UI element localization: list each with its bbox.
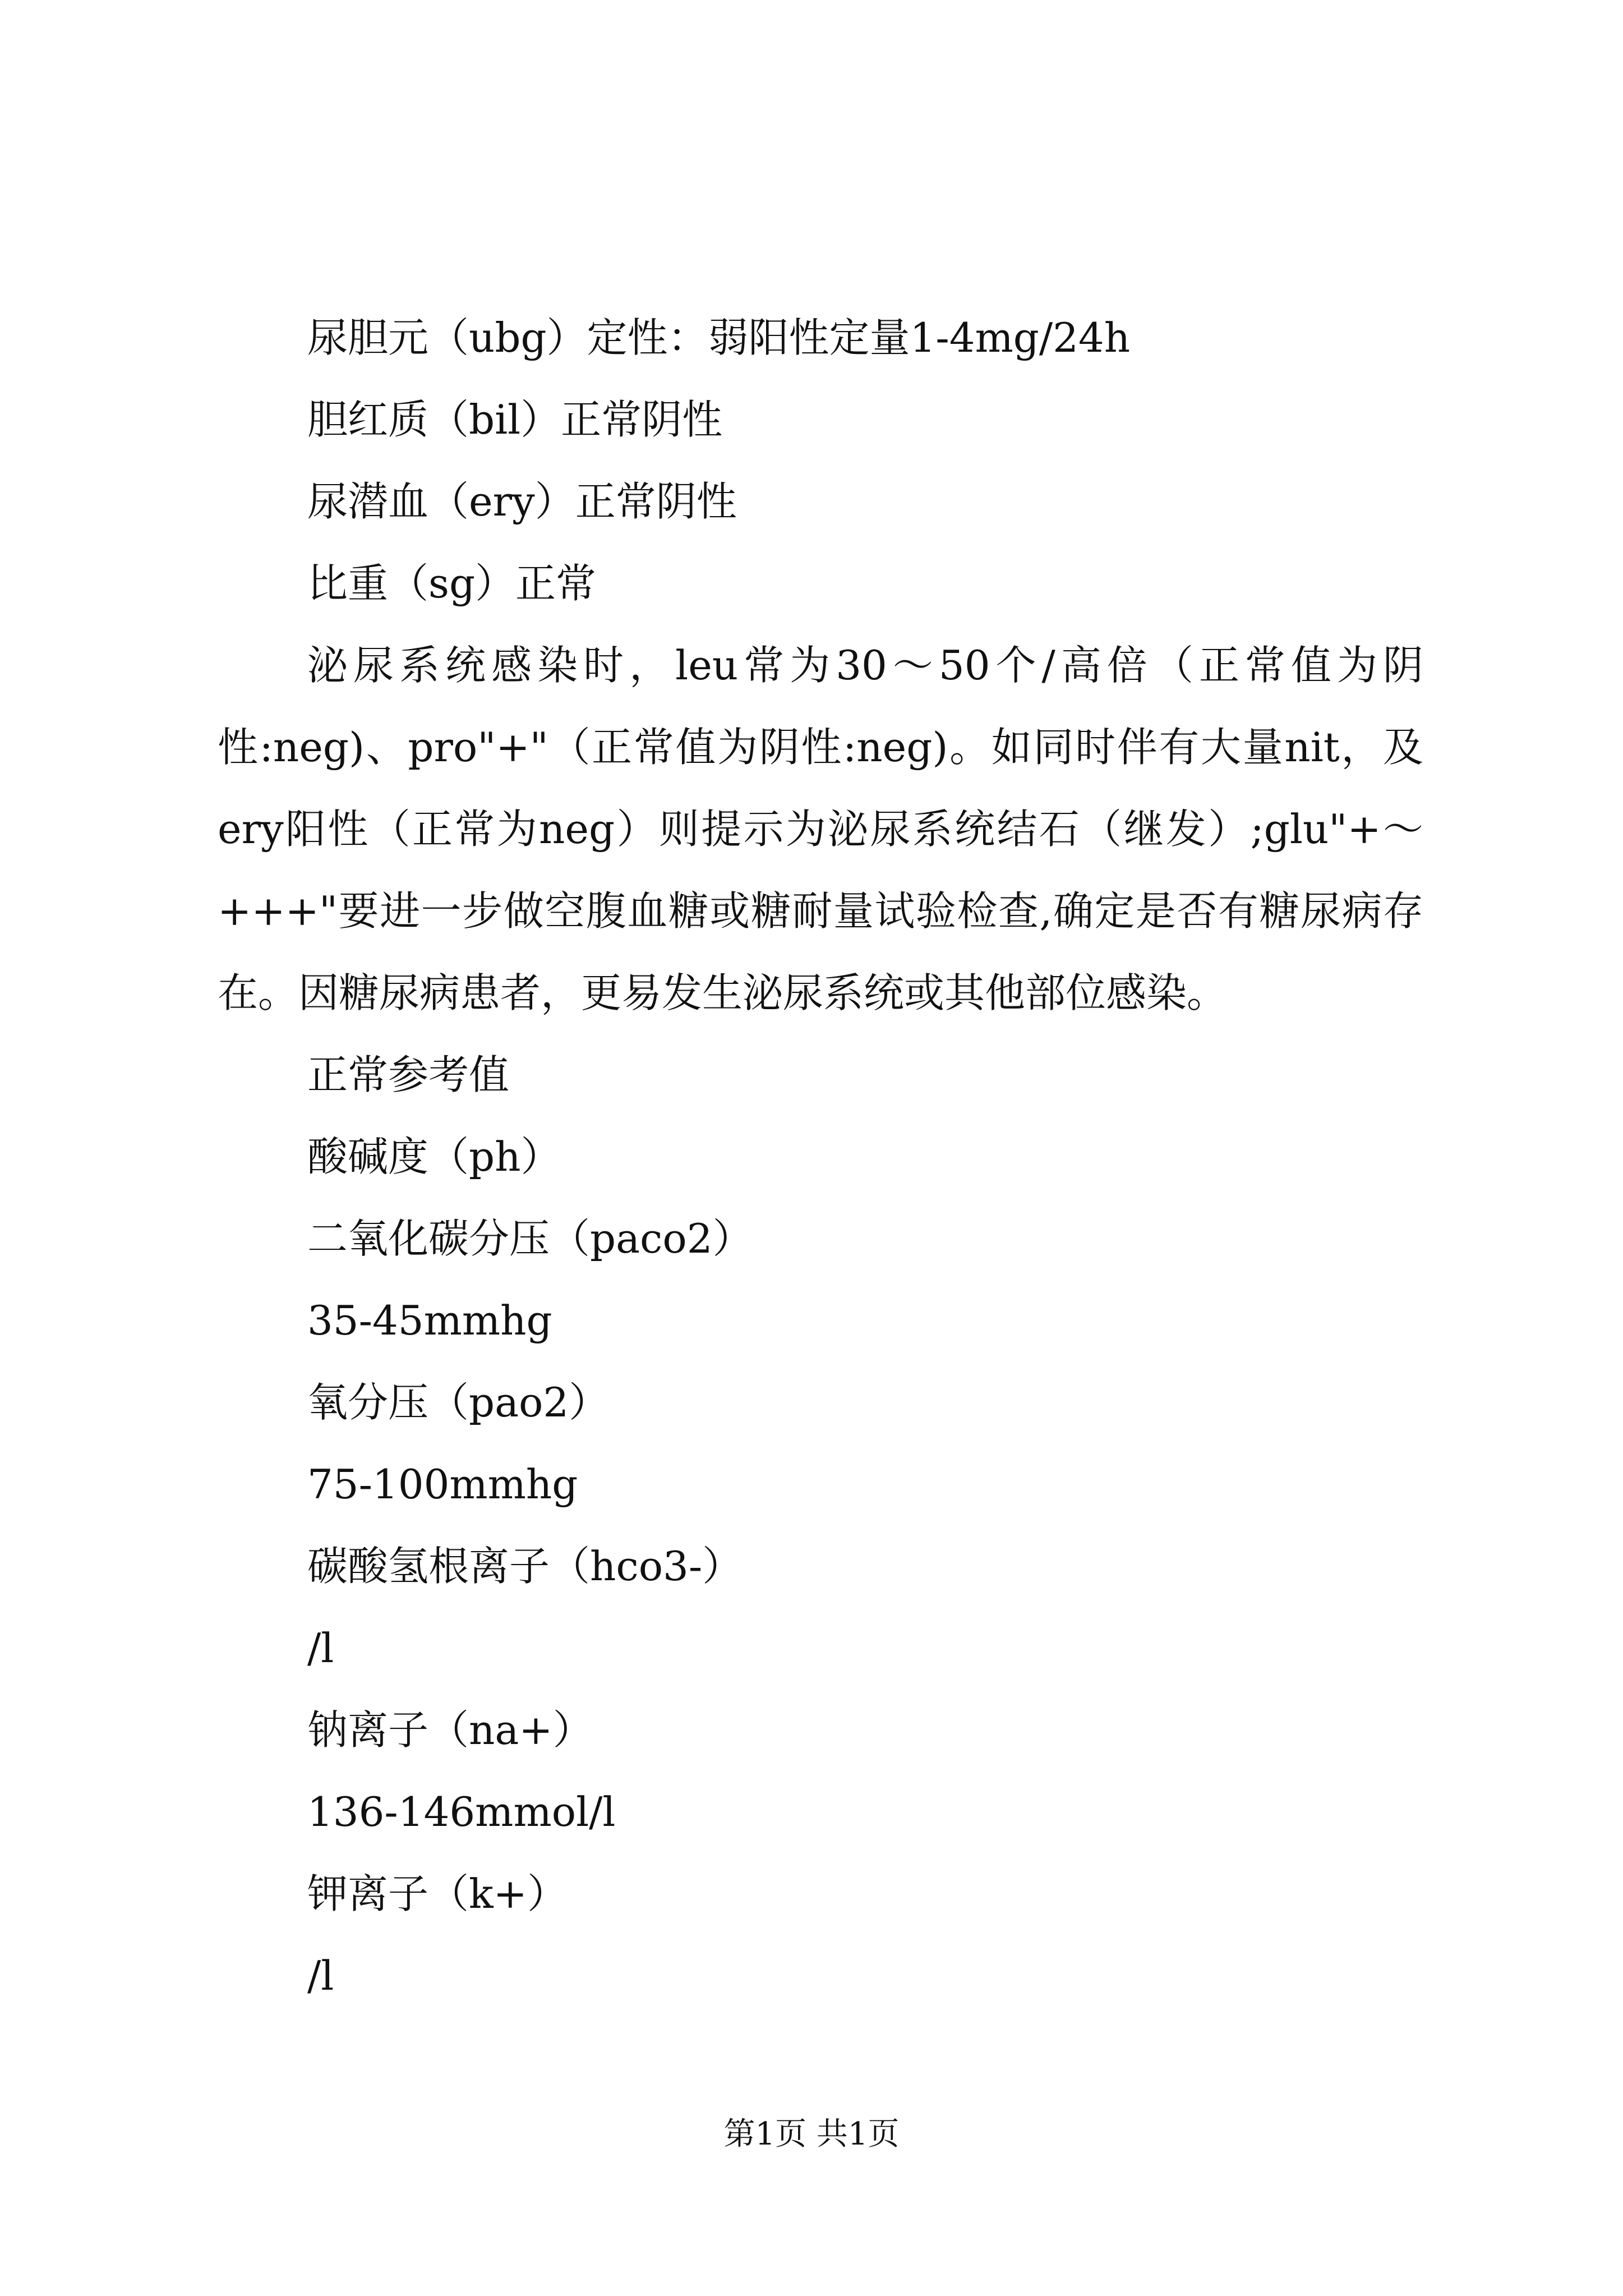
text-line-sg: 比重（sg）正常: [307, 560, 597, 607]
text-line-paco2-value: 35-45mmhg: [307, 1297, 552, 1344]
text-line-paco2: 二氧化碳分压（paco2）: [307, 1215, 753, 1262]
text-line-ery: 尿潜血（ery）正常阴性: [307, 478, 737, 525]
text-line-hco3-value: /l: [307, 1625, 334, 1672]
text-line-k: 钾离子（k+）: [307, 1870, 568, 1917]
text-line-k-value: /l: [307, 1952, 334, 1999]
text-line-bil: 胆红质（bil）正常阴性: [307, 396, 723, 443]
text-line-hco3: 碳酸氢根离子（hco3-）: [307, 1543, 743, 1590]
text-line-ubg: 尿胆元（ubg）定性：弱阳性定量1-4mg/24h: [307, 314, 1131, 361]
text-line-pao2-value: 75-100mmhg: [307, 1461, 578, 1508]
body-paragraph: 泌尿系统感染时，leu常为30～50个/高倍（正常值为阴性:neg)、pro"+"（正常值为阴性:neg)。如同时伴有大量nit，及ery阳性（正常为neg）则提示为泌尿系统结石（继发）;glu"+～+++"要进一步做空腹血糖或糖耐量试验检查,确定是否有糖尿病存在。因糖尿病患者，更易发生泌尿系统或其他部位感染。: [218, 642, 1423, 1016]
text-line-reference-heading: 正常参考值: [307, 1051, 510, 1098]
text-line-ph: 酸碱度（ph）: [307, 1133, 561, 1180]
text-line-pao2: 氧分压（pao2）: [307, 1379, 610, 1426]
text-line-na: 钠离子（na+）: [307, 1706, 593, 1754]
page-footer: 第1页 共1页: [723, 2116, 900, 2152]
text-line-na-value: 136-146mmol/l: [307, 1788, 616, 1835]
